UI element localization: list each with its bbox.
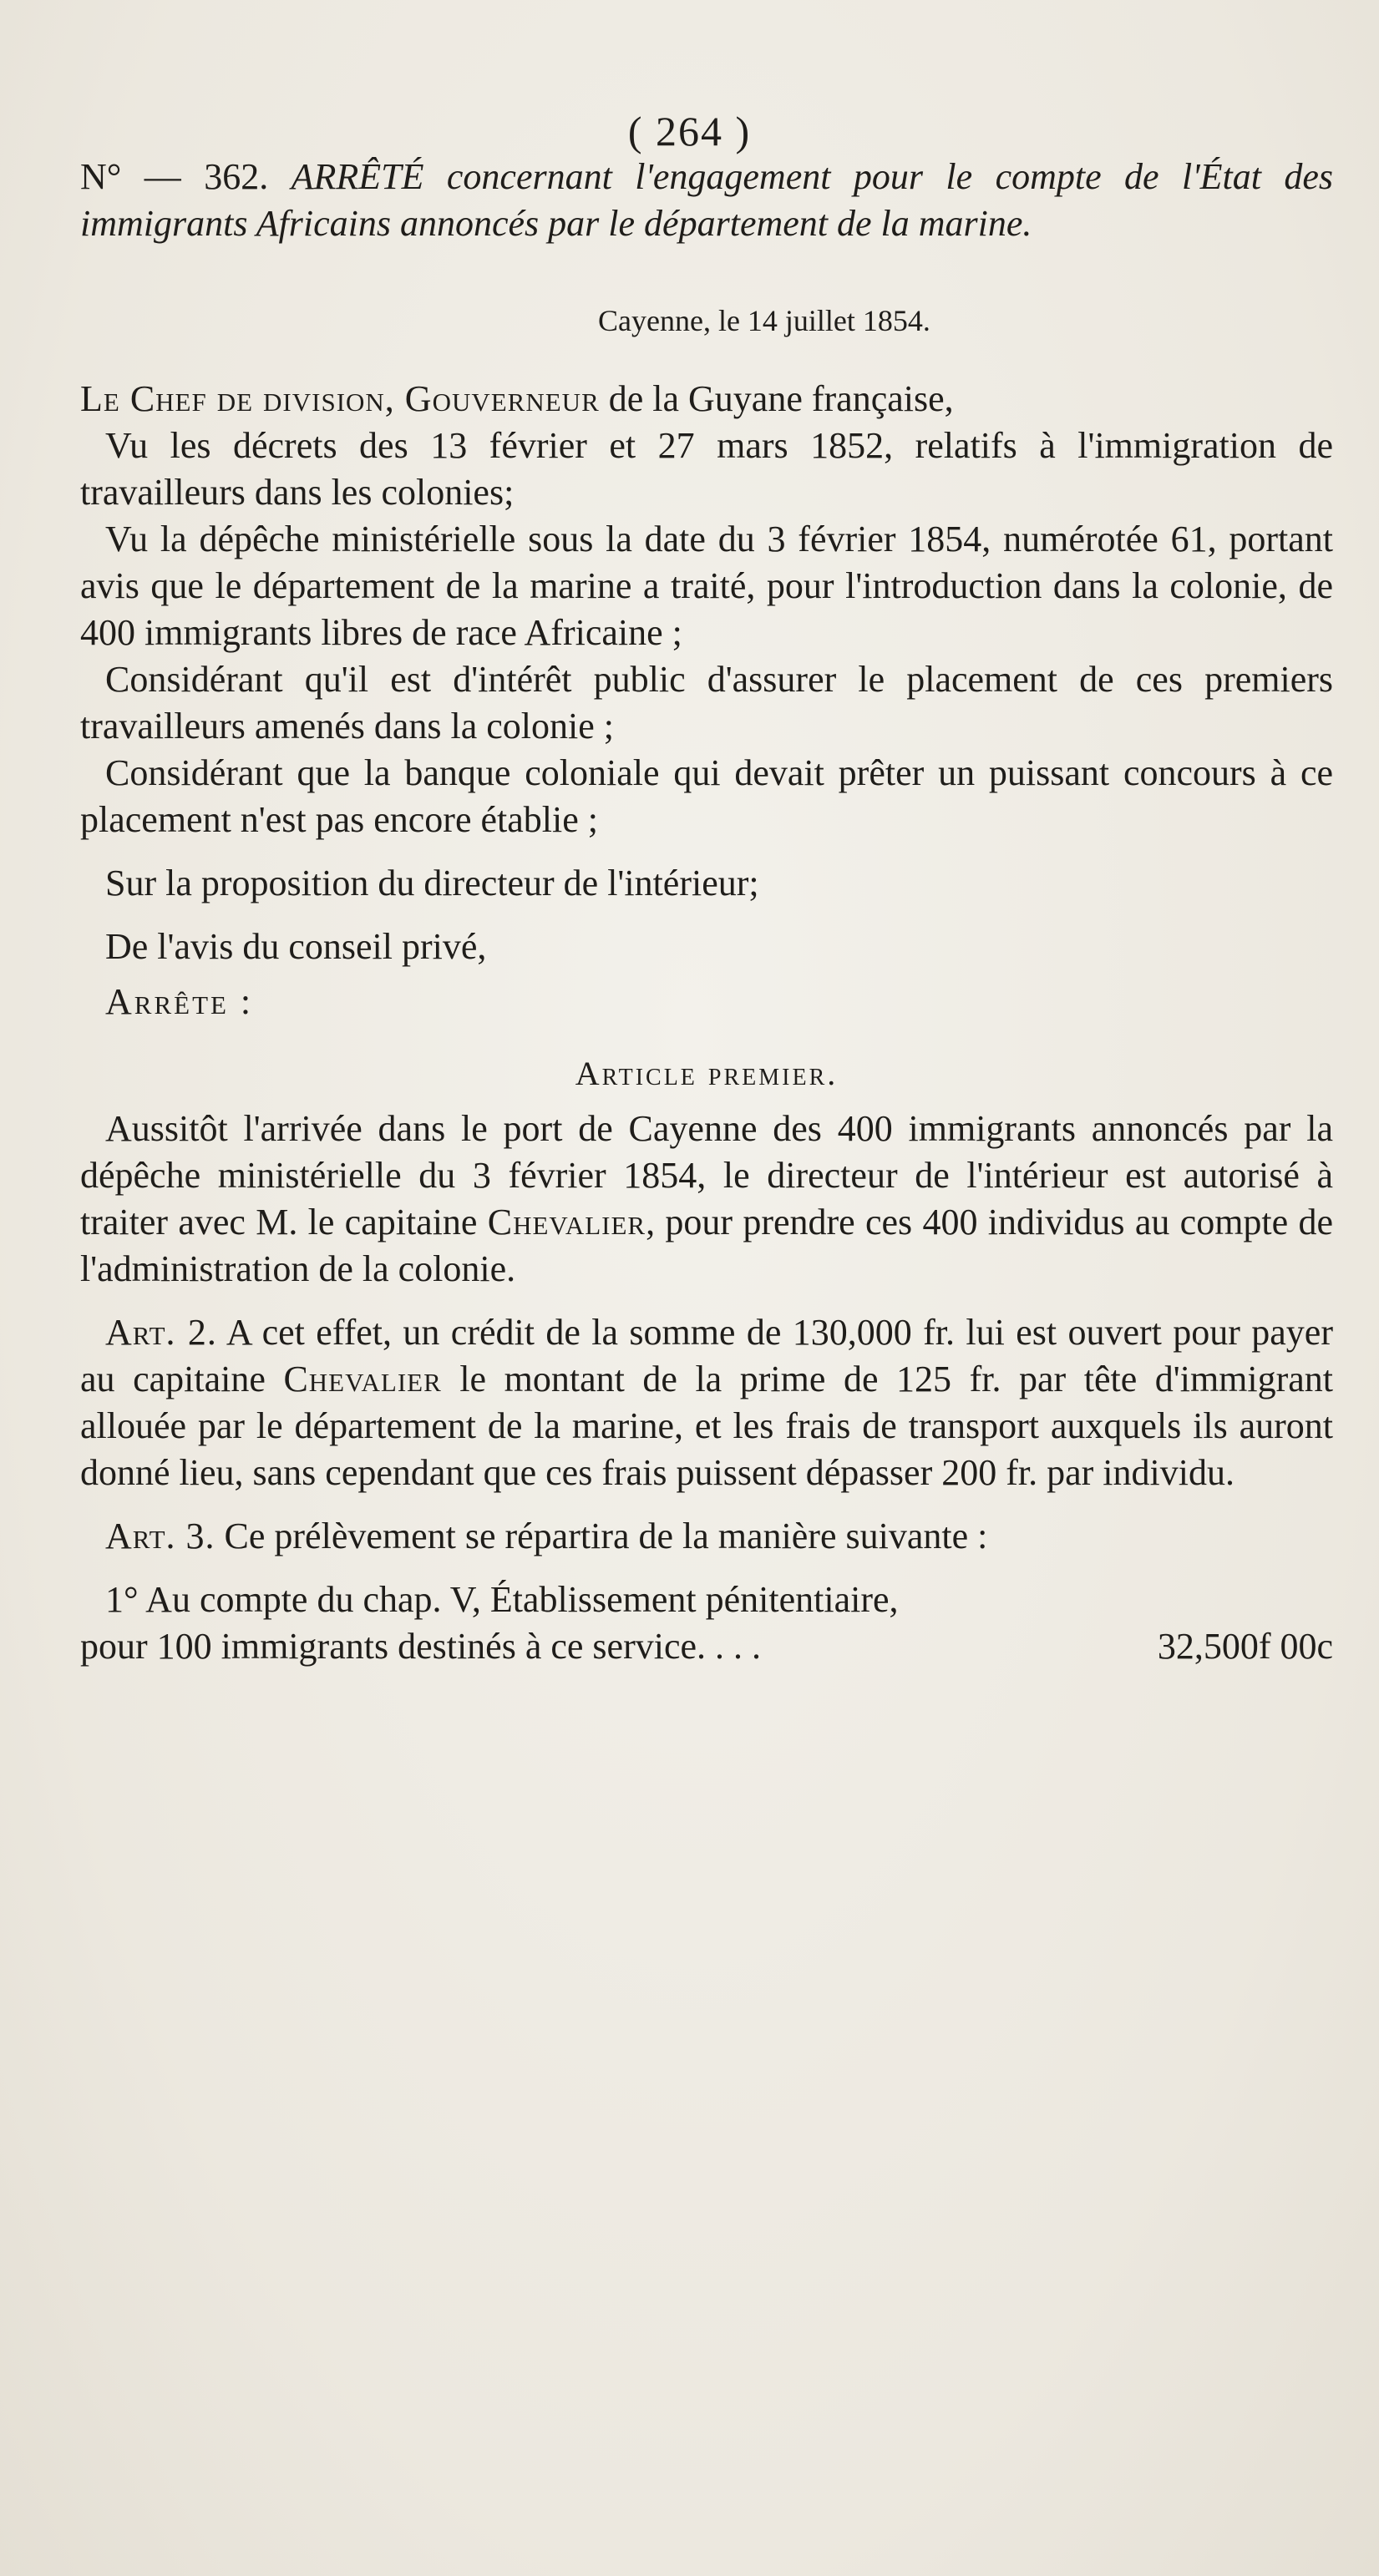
- item-1-line-1: 1° Au compte du chap. V, Établissement pénitentiaire,: [105, 1579, 899, 1620]
- considerant-1: Vu les décrets des 13 février et 27 mars 1852, relatifs à l'immigration de travailleurs dans les colonies;: [80, 425, 1333, 513]
- decree-title: [80, 154, 1333, 247]
- authority-title: Le Chef de division, Gouverneur: [80, 378, 600, 419]
- article-2-label: Art. 2.: [105, 1312, 217, 1353]
- considerant-4: Considérant que la banque coloniale qui devait prêter un puissant concours à ce placement n'est pas encore établie ;: [80, 752, 1333, 840]
- article-3: [80, 1513, 1333, 1560]
- authority-rest: de la Guyane française,: [608, 378, 954, 419]
- considerant-2: Vu la dépêche ministérielle sous la date du 3 février 1854, numérotée 61, portant avis que le département de la marine a traité, pour l'introduction dans la colonie, de 400 immigrants libres de race Africaine ;: [80, 519, 1333, 653]
- item-1: [80, 1576, 1333, 1623]
- item-1-amount: 32,500f 00c: [1157, 1626, 1333, 1667]
- decree-number: N° — 362.: [80, 156, 269, 197]
- article-2-name: Chevalier: [283, 1359, 442, 1399]
- considerant-6: De l'avis du conseil privé,: [105, 926, 487, 967]
- preamble-authority: [80, 376, 1333, 423]
- article-1-name: Chevalier: [487, 1202, 646, 1242]
- article-premier-heading: Article premier.: [575, 1055, 839, 1092]
- text-column: [80, 92, 1333, 1670]
- article-3-text: Ce prélèvement se répartira de la manière suivante :: [224, 1516, 988, 1556]
- article-2-text-a: A cet effet, un crédit de la somme de 130,000 fr. lui est ouvert pour payer au capitaine: [80, 1312, 1333, 1399]
- article-2-text-b: le montant de la prime de 125 fr. par tête d'immigrant allouée par le département de la marine, et les frais de transport auxquels ils auront donné lieu, sans cependant que ces frais puissent dépasser 200 fr. par individu.: [80, 1359, 1334, 1493]
- article-1-text-a: Aussitôt l'arrivée dans le port de Cayenne des 400 immigrants annoncés par la dépêche ministérielle du 3 février 1854, le directeur de l'intérieur est autorisé à traiter avec M. le capitaine: [80, 1108, 1333, 1242]
- item-1-amount-line: [80, 1623, 1333, 1670]
- dateline: Cayenne, le 14 juillet 1854.: [598, 304, 930, 337]
- considerant-5: Sur la proposition du directeur de l'intérieur;: [105, 863, 759, 903]
- article-1-text-b: , pour prendre ces 400 individus au compte de l'administration de la colonie.: [80, 1202, 1334, 1289]
- decree-title-text: ARRÊTÉ concernant l'engagement pour le compte de l'État des immigrants Africains annoncés par le département de la marine.: [80, 156, 1334, 244]
- article-3-label: Art. 3.: [105, 1516, 215, 1556]
- page-number: ( 264 ): [627, 108, 752, 154]
- item-1-line-2: pour 100 immigrants destinés à ce service. . . .: [80, 1626, 762, 1667]
- considerant-3: Considérant qu'il est d'intérêt public d'assurer le placement de ces premiers travailleurs amenés dans la colonie ;: [80, 659, 1333, 746]
- arrete-heading: Arrête :: [105, 981, 254, 1022]
- article-2: [80, 1309, 1333, 1496]
- article-1: [80, 1106, 1333, 1293]
